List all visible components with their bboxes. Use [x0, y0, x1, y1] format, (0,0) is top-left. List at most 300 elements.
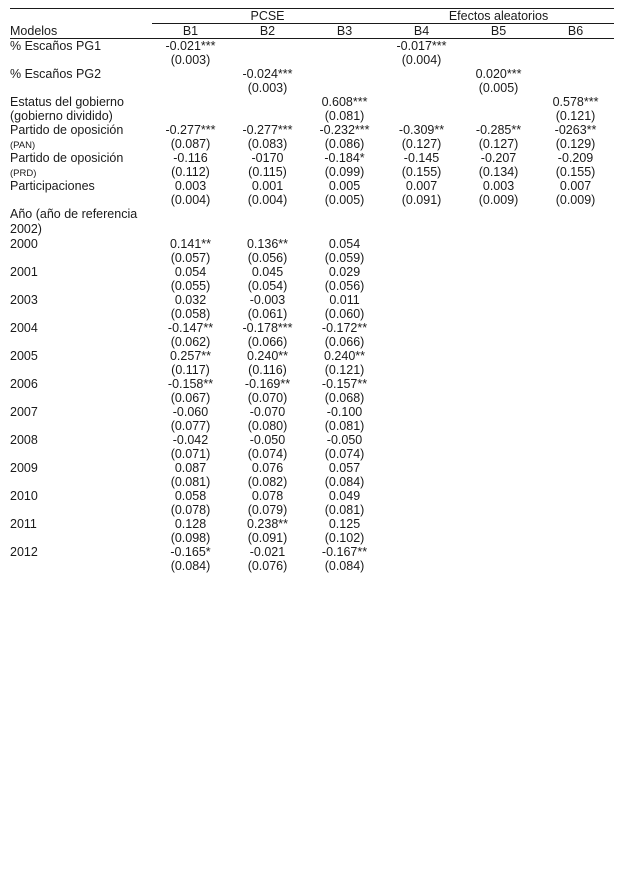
table-row [10, 293, 614, 307]
cell-coef [383, 265, 460, 279]
table-row-se [10, 165, 614, 179]
table-row-se [10, 193, 614, 207]
cell-se [460, 335, 537, 349]
cell-coef [537, 405, 614, 419]
cell-se [383, 447, 460, 461]
cell-se: (0.084) [324, 558, 365, 573]
cell-se: (0.091) [247, 530, 288, 545]
row-label-blank [10, 251, 152, 265]
cell-se [460, 503, 537, 517]
row-label-blank [10, 447, 152, 461]
cell-se [537, 363, 614, 377]
cell-se: (0.079) [247, 502, 288, 517]
cell-se [306, 81, 383, 95]
cell-se: (0.003) [247, 81, 288, 95]
cell-se: (0.099) [324, 165, 365, 179]
cell-coef: 0.001 [251, 179, 284, 193]
row-label: Partido de oposición [10, 123, 124, 137]
table-row-se [10, 335, 614, 349]
cell-se: (0.004) [401, 53, 442, 67]
cell-se [537, 391, 614, 405]
cell-se [383, 81, 460, 95]
cell-coef [383, 293, 460, 307]
row-label-blank [10, 53, 152, 67]
table-row-se [10, 279, 614, 293]
cell-se: (0.121) [324, 362, 365, 377]
cell-se [383, 335, 460, 349]
cell-coef: -0.024*** [242, 67, 293, 81]
table-row-se [10, 419, 614, 433]
cell-se: (0.062) [170, 334, 211, 349]
row-label: % Escaños PG2 [10, 67, 102, 81]
table-row-se [10, 475, 614, 489]
cell-empty [152, 207, 229, 237]
row-label: Estatus del gobierno [10, 95, 124, 109]
cell-coef: 0.240** [324, 348, 366, 363]
row-label: % Escaños PG1 [10, 39, 102, 53]
cell-se [460, 447, 537, 461]
cell-se: (0.003) [170, 53, 211, 67]
cell-coef [229, 39, 306, 54]
cell-coef [383, 405, 460, 419]
table-row [10, 545, 614, 559]
cell-se: (0.077) [170, 418, 211, 433]
cell-se: (0.078) [170, 502, 211, 517]
cell-se: (0.004) [247, 193, 288, 207]
cell-se [383, 279, 460, 293]
cell-se: (0.102) [324, 530, 365, 545]
cell-se [460, 419, 537, 433]
cell-coef [537, 237, 614, 251]
cell-coef: 0.058 [174, 488, 207, 503]
table-row-se [10, 391, 614, 405]
cell-se [383, 559, 460, 573]
cell-coef [537, 265, 614, 279]
cell-se [383, 363, 460, 377]
cell-coef [460, 405, 537, 419]
table-row [10, 377, 614, 391]
cell-coef [460, 545, 537, 559]
row-label-blank [10, 559, 152, 573]
cell-coef: 0.045 [251, 264, 284, 279]
row-label: 2007 [10, 404, 38, 419]
column-header-b5: B5 [460, 24, 537, 39]
cell-se: (0.081) [170, 474, 211, 489]
cell-se [383, 531, 460, 545]
cell-coef: 0.032 [174, 292, 207, 307]
cell-coef [383, 489, 460, 503]
table-row [10, 179, 614, 193]
cell-se: (0.117) [171, 362, 210, 377]
cell-empty [537, 207, 614, 237]
cell-coef [383, 321, 460, 335]
table-row-se [10, 363, 614, 377]
cell-coef [537, 349, 614, 363]
cell-se [460, 391, 537, 405]
cell-coef [152, 95, 229, 109]
cell-coef: -0.050 [249, 432, 286, 447]
table-row [10, 95, 614, 109]
cell-se: (0.155) [401, 165, 442, 179]
cell-se: (0.083) [247, 137, 288, 151]
cell-se: (0.061) [247, 306, 288, 321]
table-row [10, 405, 614, 419]
cell-coef [460, 377, 537, 391]
cell-se [460, 531, 537, 545]
cell-coef: 0.054 [174, 264, 207, 279]
cell-se: (0.091) [401, 193, 442, 207]
row-label-blank [10, 391, 152, 405]
cell-coef: -0.184* [324, 151, 365, 165]
group-header-row [10, 9, 614, 24]
cell-coef [537, 433, 614, 447]
table-row [10, 489, 614, 503]
cell-coef: -0.309** [398, 123, 445, 137]
cell-coef [229, 95, 306, 109]
cell-se: (0.060) [324, 306, 365, 321]
cell-coef [152, 67, 229, 81]
cell-se: (0.127) [401, 137, 442, 151]
cell-se: (0.070) [247, 390, 288, 405]
cell-se [537, 447, 614, 461]
cell-se [537, 307, 614, 321]
cell-se: (0.057) [170, 250, 211, 265]
cell-coef [537, 39, 614, 54]
table-row-se [10, 109, 614, 123]
cell-coef [460, 321, 537, 335]
cell-coef: 0.125 [328, 516, 361, 531]
cell-se: (0.056) [324, 278, 365, 293]
year-block-label: Año (año de referencia 2002) [10, 207, 138, 236]
cell-coef [460, 349, 537, 363]
cell-se [460, 279, 537, 293]
cell-se [460, 559, 537, 573]
cell-se [537, 475, 614, 489]
cell-se: (0.129) [555, 137, 596, 151]
table-row [10, 237, 614, 251]
cell-coef: -0.050 [326, 432, 363, 447]
cell-se [537, 279, 614, 293]
cell-se: (0.074) [247, 446, 288, 461]
cell-coef [383, 377, 460, 391]
cell-coef: -0.070 [249, 404, 286, 419]
cell-se [460, 307, 537, 321]
table-row-se [10, 531, 614, 545]
cell-coef [306, 67, 383, 81]
cell-coef [537, 461, 614, 475]
table-row [10, 265, 614, 279]
row-label: 2006 [10, 376, 38, 391]
cell-coef: -0.165* [170, 544, 211, 559]
cell-se: (0.084) [170, 558, 211, 573]
cell-empty [383, 207, 460, 237]
column-header-b3: B3 [306, 24, 383, 39]
cell-se [537, 419, 614, 433]
group-header-blank [10, 9, 152, 24]
cell-coef [460, 95, 537, 109]
cell-coef [460, 517, 537, 531]
cell-coef: 0.257** [169, 348, 211, 363]
cell-se [537, 81, 614, 95]
cell-coef: 0.578*** [552, 95, 599, 109]
cell-coef: -0.003 [249, 292, 286, 307]
table-row-se [10, 137, 614, 151]
cell-se [383, 475, 460, 489]
cell-se: (0.087) [170, 137, 211, 151]
cell-se [383, 307, 460, 321]
cell-coef [460, 433, 537, 447]
table-row-se [10, 251, 614, 265]
table-row [10, 67, 614, 81]
cell-se: (0.004) [170, 193, 211, 207]
cell-coef [537, 545, 614, 559]
table-row-se [10, 307, 614, 321]
cell-se: (0.127) [478, 137, 519, 151]
cell-se: (0.009) [478, 193, 519, 207]
cell-coef: 0.136** [246, 236, 288, 251]
cell-coef [460, 237, 537, 251]
row-label: 2012 [10, 544, 38, 559]
column-header-b6: B6 [537, 24, 614, 39]
cell-coef [383, 237, 460, 251]
column-header-b2: B2 [229, 24, 306, 39]
cell-coef: -0.209 [557, 151, 594, 165]
cell-coef [460, 39, 537, 54]
cell-se: (0.081) [324, 502, 365, 517]
cell-se: (0.081) [324, 418, 365, 433]
group-header-pcse: PCSE [152, 9, 383, 24]
cell-se: (0.009) [555, 193, 596, 207]
regression-table [10, 8, 614, 573]
cell-se: (0.086) [324, 137, 365, 151]
cell-coef: 0.003 [174, 179, 207, 193]
cell-coef [460, 265, 537, 279]
cell-coef: 0.029 [328, 264, 361, 279]
cell-coef: -0.207 [480, 151, 517, 165]
cell-empty [229, 207, 306, 237]
cell-coef [537, 489, 614, 503]
row-label: 2005 [10, 348, 38, 363]
cell-coef: -0.169** [244, 376, 291, 391]
table-row [10, 433, 614, 447]
cell-coef: 0.087 [174, 460, 207, 475]
cell-se [229, 53, 306, 67]
row-label-blank [10, 503, 152, 517]
cell-coef [383, 517, 460, 531]
cell-se: (0.005) [324, 193, 365, 207]
cell-coef: -0.277*** [242, 123, 293, 137]
cell-se: (0.055) [170, 278, 211, 293]
cell-se: (0.155) [555, 165, 596, 179]
cell-coef: 0.003 [482, 179, 515, 193]
cell-se [383, 109, 460, 123]
cell-coef: -0.100 [326, 404, 363, 419]
row-sublabel: (gobierno dividido) [10, 109, 113, 123]
cell-coef: -0.285** [475, 123, 522, 137]
table-row [10, 517, 614, 531]
cell-se: (0.115) [248, 165, 287, 179]
row-label: 2011 [10, 516, 37, 531]
cell-coef: 0.007 [405, 179, 438, 193]
cell-coef [383, 349, 460, 363]
cell-se: (0.074) [324, 446, 365, 461]
cell-coef: -0.021*** [165, 39, 216, 53]
cell-coef [537, 517, 614, 531]
table-row-se [10, 559, 614, 573]
table-row-se [10, 81, 614, 95]
cell-coef: -0.172** [321, 320, 368, 335]
row-label-blank [10, 81, 152, 95]
cell-coef: -0.145 [403, 151, 440, 165]
row-label-blank [10, 279, 152, 293]
cell-se [537, 53, 614, 67]
cell-coef [537, 377, 614, 391]
year-block-header-row [10, 207, 614, 237]
row-label: 2008 [10, 432, 38, 447]
column-header-row [10, 24, 614, 39]
cell-coef: 0.238** [246, 516, 288, 531]
row-label: 2004 [10, 320, 38, 335]
cell-se [383, 391, 460, 405]
cell-se: (0.082) [247, 474, 288, 489]
cell-coef: 0.049 [328, 488, 361, 503]
cell-se: (0.134) [478, 165, 519, 179]
column-header-b4: B4 [383, 24, 460, 39]
cell-se [229, 109, 306, 123]
table-row-se [10, 503, 614, 517]
cell-coef: -0263** [554, 123, 597, 137]
cell-se: (0.005) [478, 81, 519, 95]
row-label: 2010 [10, 488, 38, 503]
row-label: 2009 [10, 460, 38, 475]
row-label-blank [10, 419, 152, 433]
group-header-efectos-aleatorios: Efectos aleatorios [383, 9, 614, 24]
cell-coef [460, 293, 537, 307]
cell-se: (0.076) [247, 558, 288, 573]
cell-se [537, 251, 614, 265]
row-sublabel: (PRD) [10, 168, 37, 179]
row-label: Partido de oposición [10, 151, 124, 165]
cell-coef: -0170 [251, 151, 284, 165]
cell-coef: 0.240** [246, 348, 288, 363]
row-label: 2003 [10, 292, 38, 307]
cell-coef [383, 67, 460, 81]
cell-coef [383, 433, 460, 447]
cell-coef: 0.007 [559, 179, 592, 193]
cell-coef [460, 461, 537, 475]
cell-se [460, 363, 537, 377]
row-label-blank [10, 307, 152, 321]
cell-coef [537, 321, 614, 335]
cell-se [460, 53, 537, 67]
cell-se: (0.058) [170, 306, 211, 321]
cell-coef [537, 293, 614, 307]
row-label-blank [10, 335, 152, 349]
cell-coef: 0.141** [169, 236, 211, 251]
cell-coef: 0.005 [328, 179, 361, 193]
cell-coef: -0.060 [172, 404, 209, 419]
cell-se: (0.068) [324, 390, 365, 405]
row-label-blank [10, 363, 152, 377]
table-row [10, 39, 614, 54]
cell-se [537, 503, 614, 517]
cell-se: (0.059) [324, 250, 365, 265]
table-row [10, 321, 614, 335]
cell-coef: -0.232*** [319, 123, 370, 137]
cell-coef: -0.157** [321, 376, 368, 391]
row-label-blank [10, 193, 152, 207]
cell-coef: 0.078 [251, 488, 284, 503]
cell-se [537, 559, 614, 573]
cell-coef: -0.147** [167, 320, 214, 335]
table-row [10, 461, 614, 475]
row-label: 2001 [10, 264, 38, 279]
cell-coef [383, 461, 460, 475]
cell-se: (0.084) [324, 474, 365, 489]
table-row [10, 123, 614, 137]
cell-coef: -0.178*** [242, 320, 293, 335]
cell-coef: 0.011 [329, 292, 360, 307]
cell-se: (0.081) [324, 109, 365, 123]
row-label-blank [10, 475, 152, 489]
cell-coef: -0.167** [321, 544, 368, 559]
cell-coef: -0.017*** [396, 39, 447, 53]
row-label: 2000 [10, 236, 38, 251]
cell-coef: -0.116 [173, 151, 208, 165]
table-row-se [10, 53, 614, 67]
cell-se [460, 251, 537, 265]
cell-se: (0.067) [170, 390, 211, 405]
cell-se [152, 81, 229, 95]
cell-coef: -0.277*** [165, 123, 216, 137]
cell-se: (0.054) [247, 278, 288, 293]
cell-se [460, 109, 537, 123]
cell-se: (0.056) [247, 250, 288, 265]
cell-coef: -0.158** [167, 376, 214, 391]
cell-coef: -0.021 [249, 544, 286, 559]
column-header-modelos: Modelos [10, 24, 152, 39]
cell-se: (0.116) [248, 362, 287, 377]
cell-coef: 0.076 [251, 460, 284, 475]
column-header-b1: B1 [152, 24, 229, 39]
table-row-se [10, 447, 614, 461]
cell-se [383, 251, 460, 265]
table-row [10, 151, 614, 165]
cell-se: (0.098) [170, 530, 211, 545]
cell-coef [306, 39, 383, 54]
cell-coef: 0.054 [328, 236, 361, 251]
cell-se: (0.121) [555, 109, 596, 123]
cell-se: (0.112) [171, 165, 210, 179]
cell-se: (0.066) [247, 334, 288, 349]
row-label-blank [10, 531, 152, 545]
cell-se [460, 475, 537, 489]
cell-coef [460, 489, 537, 503]
cell-se [537, 335, 614, 349]
cell-coef: 0.057 [328, 460, 361, 475]
cell-coef [383, 545, 460, 559]
cell-se [383, 503, 460, 517]
cell-coef [537, 67, 614, 81]
cell-se [306, 53, 383, 67]
row-label: Participaciones [10, 179, 95, 193]
cell-se: (0.071) [170, 446, 211, 461]
cell-se [152, 109, 229, 123]
table-row [10, 349, 614, 363]
cell-coef: 0.020*** [475, 67, 522, 81]
cell-coef: 0.128 [174, 516, 207, 531]
row-sublabel: (PAN) [10, 140, 36, 151]
